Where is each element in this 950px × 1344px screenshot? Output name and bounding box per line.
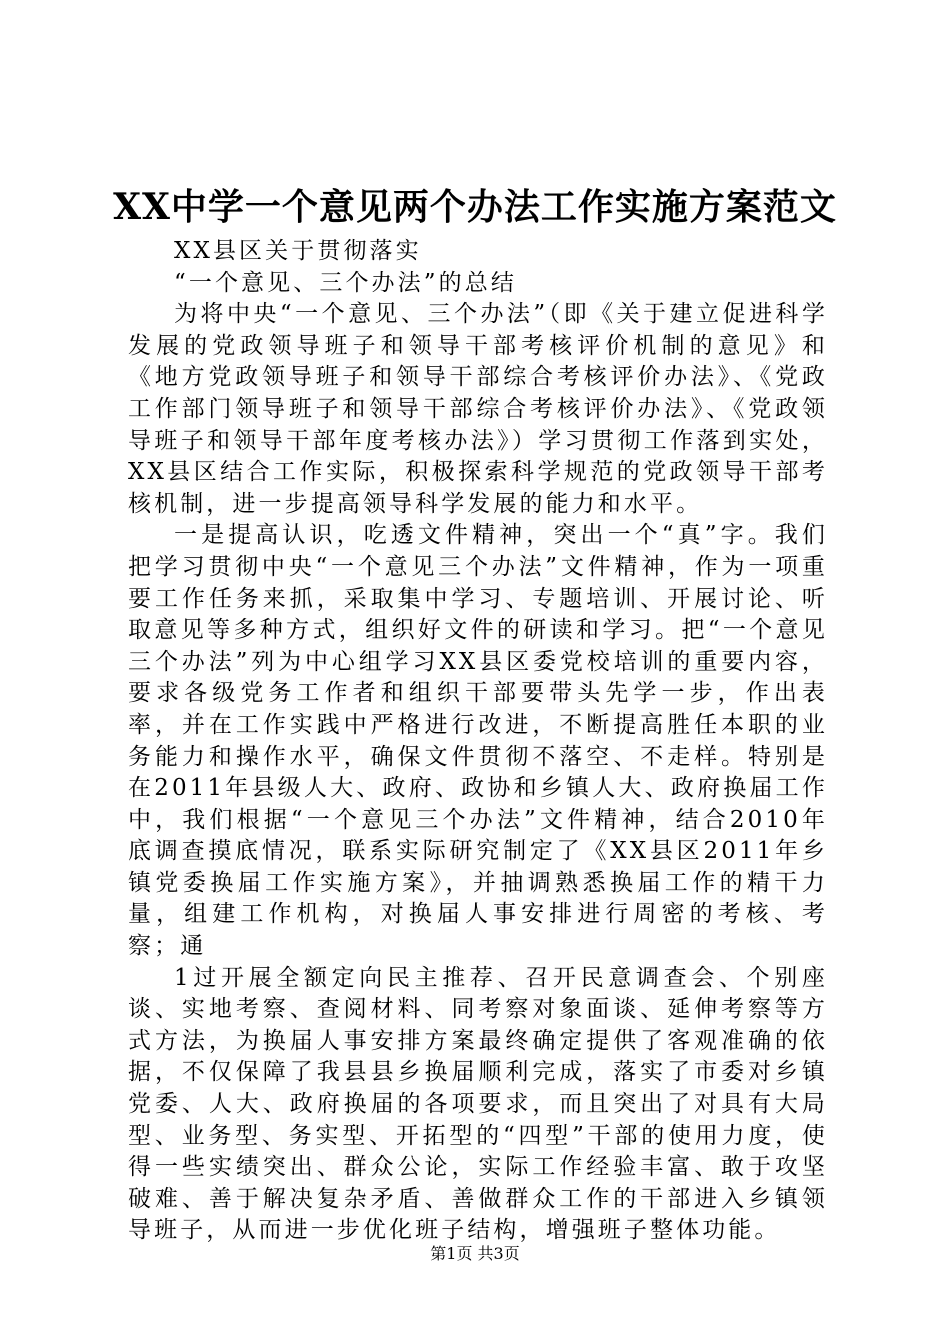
- document-body: [128, 236, 828, 1247]
- document-title: XX中学一个意见两个办法工作实施方案范文: [113, 186, 837, 228]
- paragraph-intro: 为将中央“一个意见、三个办法”（即《关于建立促进科学发展的党政领导班子和领导干部考核评价机制的意见》和《地方党政领导班子和领导干部综合考核评价办法》、《党政工作部门领导班子和领导干部综合考核评价办法》、《党政领导班子和领导干部年度考核办法》）学习贯彻工作落到实处，XX县区结合工作实际，积极探索科学规范的党政领导干部考核机制，进一步提高领导科学发展的能力和水平。: [128, 301, 828, 517]
- paragraph-continuation: 1过开展全额定向民主推荐、召开民意调查会、个别座谈、实地考察、查阅材料、同考察对象面谈、延伸考察等方式方法，为换届人事安排方案最终确定提供了客观准确的依据，不仅保障了我县县乡换届顺利完成，落实了市委对乡镇党委、人大、政府换届的各项要求，而且突出了对具有大局型、业务型、务实型、开拓型的“四型”干部的使用力度，使得一些实绩突出、群众公论，实际工作经验丰富、敢于攻坚破难、善于解决复杂矛盾、善做群众工作的干部进入乡镇领导班子，从而进一步优化班子结构，增强班子整体功能。: [128, 964, 828, 1244]
- page-indicator: 第1页 共3页: [430, 1244, 520, 1263]
- subtitle-line-1: XX县区关于贯彻落实: [174, 238, 422, 264]
- paragraph-point-one: 一是提高认识，吃透文件精神，突出一个“真”字。我们把学习贯彻中央“一个意见三个办法”文件精神，作为一项重要工作任务来抓，采取集中学习、专题培训、开展讨论、听取意见等多种方式，组织好文件的研读和学习。把“一个意见三个办法”列为中心组学习XX县区委党校培训的重要内容，要求各级党务工作者和组织干部要带头先学一步，作出表率，并在工作实践中严格进行改进，不断提高胜任本职的业务能力和操作水平，确保文件贯彻不落空、不走样。特别是在2011年县级人大、政府、政协和乡镇人大、政府换届工作中，我们根据“一个意见三个办法”文件精神，结合2010年底调查摸底情况，联系实际研究制定了《XX县区2011年乡镇党委换届工作实施方案》，并抽调熟悉换届工作的精干力量，组建工作机构，对换届人事安排进行周密的考核、考察；通: [128, 522, 828, 960]
- subtitle-line-2: “一个意见、三个办法”的总结: [174, 269, 517, 296]
